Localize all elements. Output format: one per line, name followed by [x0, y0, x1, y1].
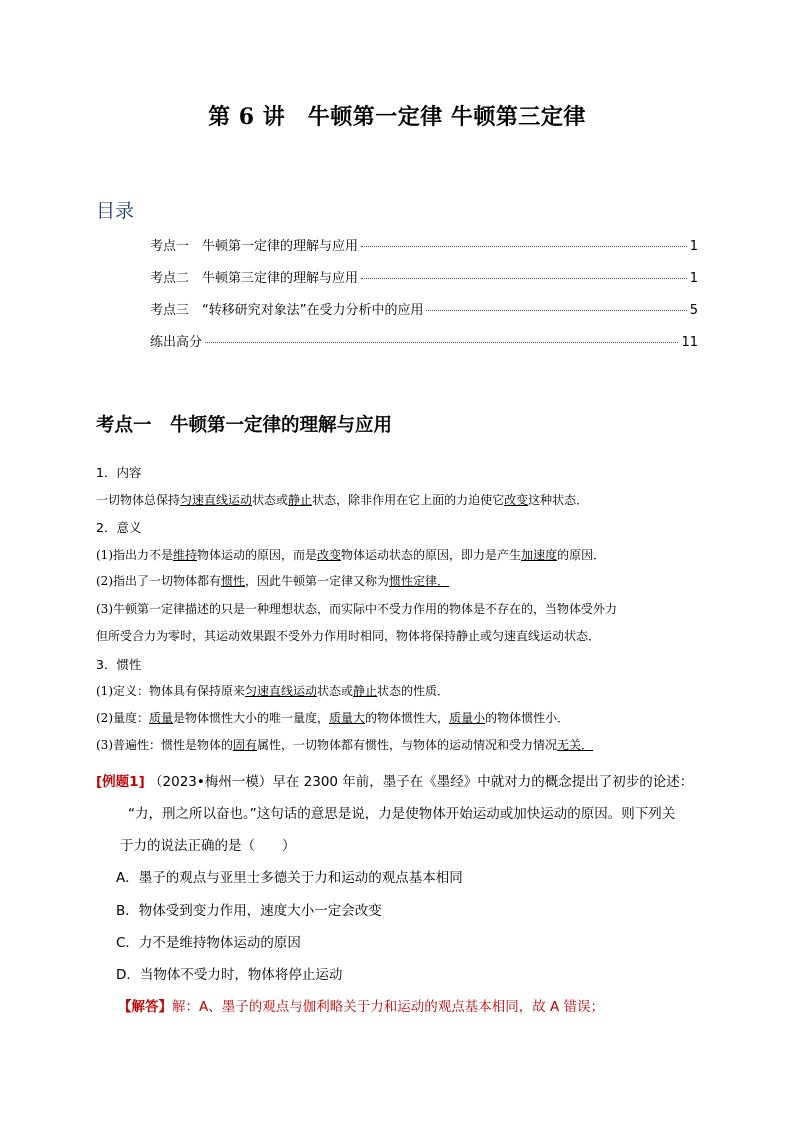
subsection-heading: 1．内容	[96, 465, 142, 480]
subsection-heading: 2．意义	[96, 520, 142, 535]
toc-entry-label: 考点三 “转移研究对象法”在受力分析中的应用	[150, 303, 424, 318]
paragraph: 但所受合力为零时，其运动效果跟不受外力作用时相同，物体将保持静止或匀速直线运动状态．	[96, 629, 601, 643]
toc-dot-leader	[361, 278, 687, 279]
toc-dot-leader	[205, 342, 678, 343]
toc-entry-page: 5	[689, 303, 698, 318]
paragraph: (3)普遍性：惯性是物体的固有属性，一切物体都有惯性，与物体的运动情况和受力情况无关．	[96, 738, 594, 752]
paragraph: (2)指出了一切物体都有惯性，因此牛顿第一定律又称为惯性定律．	[96, 574, 450, 588]
answer-text: 解：A、墨子的观点与伽利略关于力和运动的观点基本相同，故 A 错误；	[172, 999, 605, 1015]
example-question-line: “力，刑之所以奋也。”这句话的意思是说，力是使物体开始运动或加快运动的原因。则下列关	[128, 806, 676, 822]
page-title: 第 6 讲 牛顿第一定律 牛顿第三定律	[208, 104, 586, 130]
toc-heading: 目录	[96, 200, 135, 222]
option-b[interactable]: B．物体受到变力作用，速度大小一定会改变	[116, 903, 382, 919]
example-question-line: 于力的说法正确的是（ ）	[120, 838, 296, 854]
toc-entry[interactable]	[150, 267, 698, 287]
toc-entry[interactable]	[150, 331, 698, 351]
toc-entry-page: 1	[689, 271, 698, 286]
answer-tag: 【解答】	[118, 999, 172, 1015]
paragraph: 一切物体总保持匀速直线运动状态或静止状态，除非作用在它上面的力迫使它改变这种状态．	[96, 493, 589, 507]
toc-entry-page: 1	[689, 239, 698, 254]
subsection-heading: 3．惯性	[96, 657, 142, 672]
option-d[interactable]: D．当物体不受力时，物体将停止运动	[116, 967, 343, 983]
toc-entry-label: 考点一 牛顿第一定律的理解与应用	[150, 239, 359, 254]
toc-entry-label: 考点二 牛顿第三定律的理解与应用	[150, 271, 359, 286]
toc-entry[interactable]	[150, 235, 698, 255]
toc-entry[interactable]	[150, 299, 698, 319]
paragraph: (1)定义：物体具有保持原来匀速直线运动状态或静止状态的性质．	[96, 684, 450, 698]
toc-entry-label: 练出高分	[150, 335, 203, 350]
answer-line	[118, 995, 604, 1015]
option-a[interactable]: A．墨子的观点与亚里士多德关于力和运动的观点基本相同	[116, 870, 463, 886]
paragraph: (3)牛顿第一定律描述的只是一种理想状态，而实际中不受力作用的物体是不存在的，当物体受外力	[96, 602, 618, 616]
toc-dot-leader	[426, 310, 686, 311]
example-tag: [例题1]	[96, 774, 145, 790]
toc-dot-leader	[361, 246, 687, 247]
toc-entry-page: 11	[681, 335, 698, 350]
section-heading: 考点一 牛顿第一定律的理解与应用	[96, 415, 393, 436]
example-question-line: [例题1] （2023•梅州一模）早在 2300 年前，墨子在《墨经》中就对力的概念提出了初步的论述：	[96, 774, 694, 790]
paragraph: (2)量度：质量是物体惯性大小的唯一量度，质量大的物体惯性大，质量小的物体惯性小．	[96, 711, 570, 725]
paragraph: (1)指出力不是维持物体运动的原因，而是改变物体运动状态的原因，即力是产生加速度的原因．	[96, 548, 606, 562]
option-c[interactable]: C．力不是维持物体运动的原因	[116, 935, 301, 951]
